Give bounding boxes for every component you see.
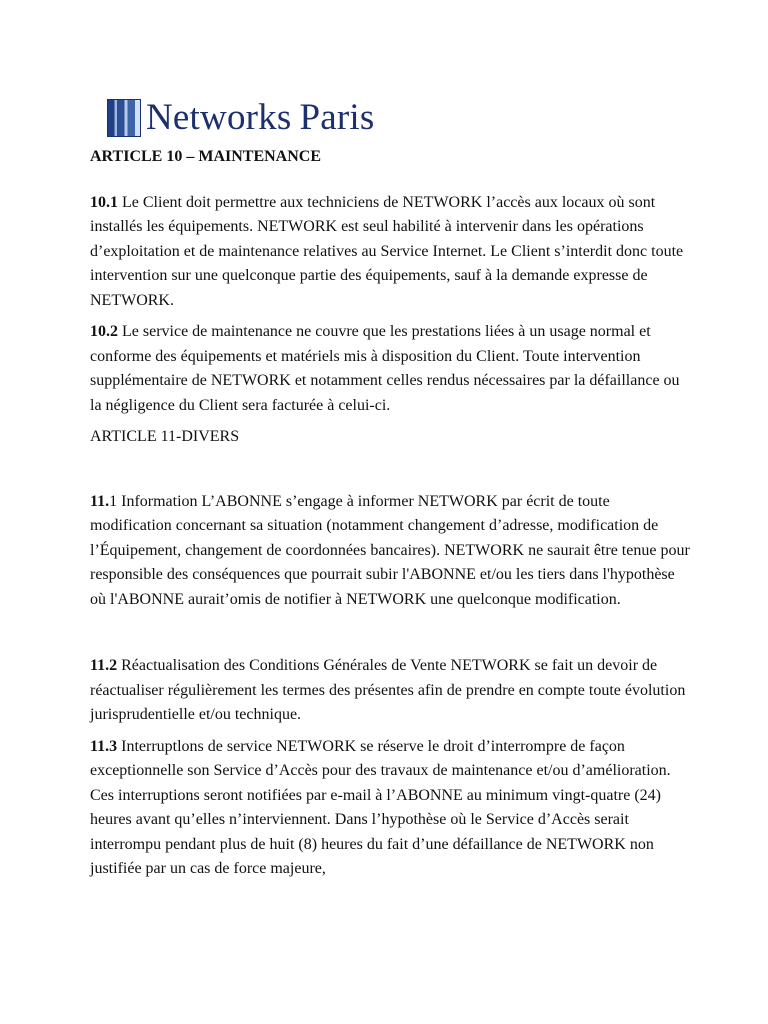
- section-11-2: [90, 654, 690, 728]
- article-10-title: ARTICLE 10 – MAINTENANCE: [90, 148, 322, 165]
- section-10-1-text: Le Client doit permettre aux techniciens de NETWORK l’accès aux locaux où sont installés les équipements. NETWORK est seul habilité à intervenir dans les opérations d’exploitation et de maintenance relatives au Service Internet. Le Client s’interdit donc toute intervention sur une quelconque partie des équipements, sauf à la demande expresse de NETWORK.: [90, 193, 684, 309]
- article-11-title: ARTICLE 11-DIVERS: [90, 428, 240, 445]
- section-11-2-text: Réactualisation des Conditions Générales de Vente NETWORK se fait un devoir de réactualiser régulièrement les termes des présentes afin de prendre en compte toute évolution jurisprudentielle et/ou technique.: [90, 657, 686, 723]
- section-11-3-number: 11.3: [90, 737, 118, 755]
- section-10-1: [90, 191, 690, 314]
- section-11-3-text: Interruptlons de service NETWORK se réserve le droit d’interrompre de façon exceptionnelle son Service d’Accès pour des travaux de maintenance et/ou d’amélioration. Ces interruptions seront notifiées par e-mail à l’ABONNE au minimum vingt-quatre (24) heures avant qu’elles n’interviennent. Dans l’hypothèse où le Service d’Accès serait interrompu pendant plus de huit (8) heures du fait d’une défaillance de NETWORK non justifiée par un cas de force majeure,: [90, 737, 671, 877]
- section-11-1: [90, 490, 690, 613]
- section-10-1-number: 10.1: [90, 193, 118, 211]
- section-10-2-number: 10.2: [90, 323, 118, 340]
- document-body: [90, 145, 690, 889]
- section-11-2-number: 11.2: [90, 657, 118, 674]
- section-10-2: [90, 320, 690, 418]
- networks-paris-logo-icon: [107, 99, 141, 137]
- networks-paris-logo: [107, 95, 374, 137]
- logo-word-paris: Paris: [299, 97, 375, 138]
- section-11-1-text: Information L’ABONNE s’engage à informer NETWORK par écrit de toute modification concernant sa situation (notamment changement d’adresse, modification de l’Équipement, changement de coordonnées bancaires). NETWORK ne saurait être tenue pour responsible des conséquences que pourrait subir l'ABONNE et/ou les tiers dans l'hypothèse où l'ABONNE aurait’omis de notifier à NETWORK une quelconque modification.: [90, 492, 690, 608]
- logo-word-networks: Networks: [146, 97, 292, 138]
- section-11-1-number-rest: 1: [109, 492, 118, 510]
- logo-wordmark: [146, 99, 374, 137]
- section-11-3: [90, 735, 690, 882]
- section-10-2-text: Le service de maintenance ne couvre que les prestations liées à un usage normal et conforme des équipements et matériels mis à disposition du Client. Toute intervention supplémentaire de NETWORK et notamment celles rendus nécessaires par la défaillance ou la négligence du Client sera facturée à celui-ci.: [90, 323, 680, 414]
- section-11-1-number: 11.: [90, 492, 110, 510]
